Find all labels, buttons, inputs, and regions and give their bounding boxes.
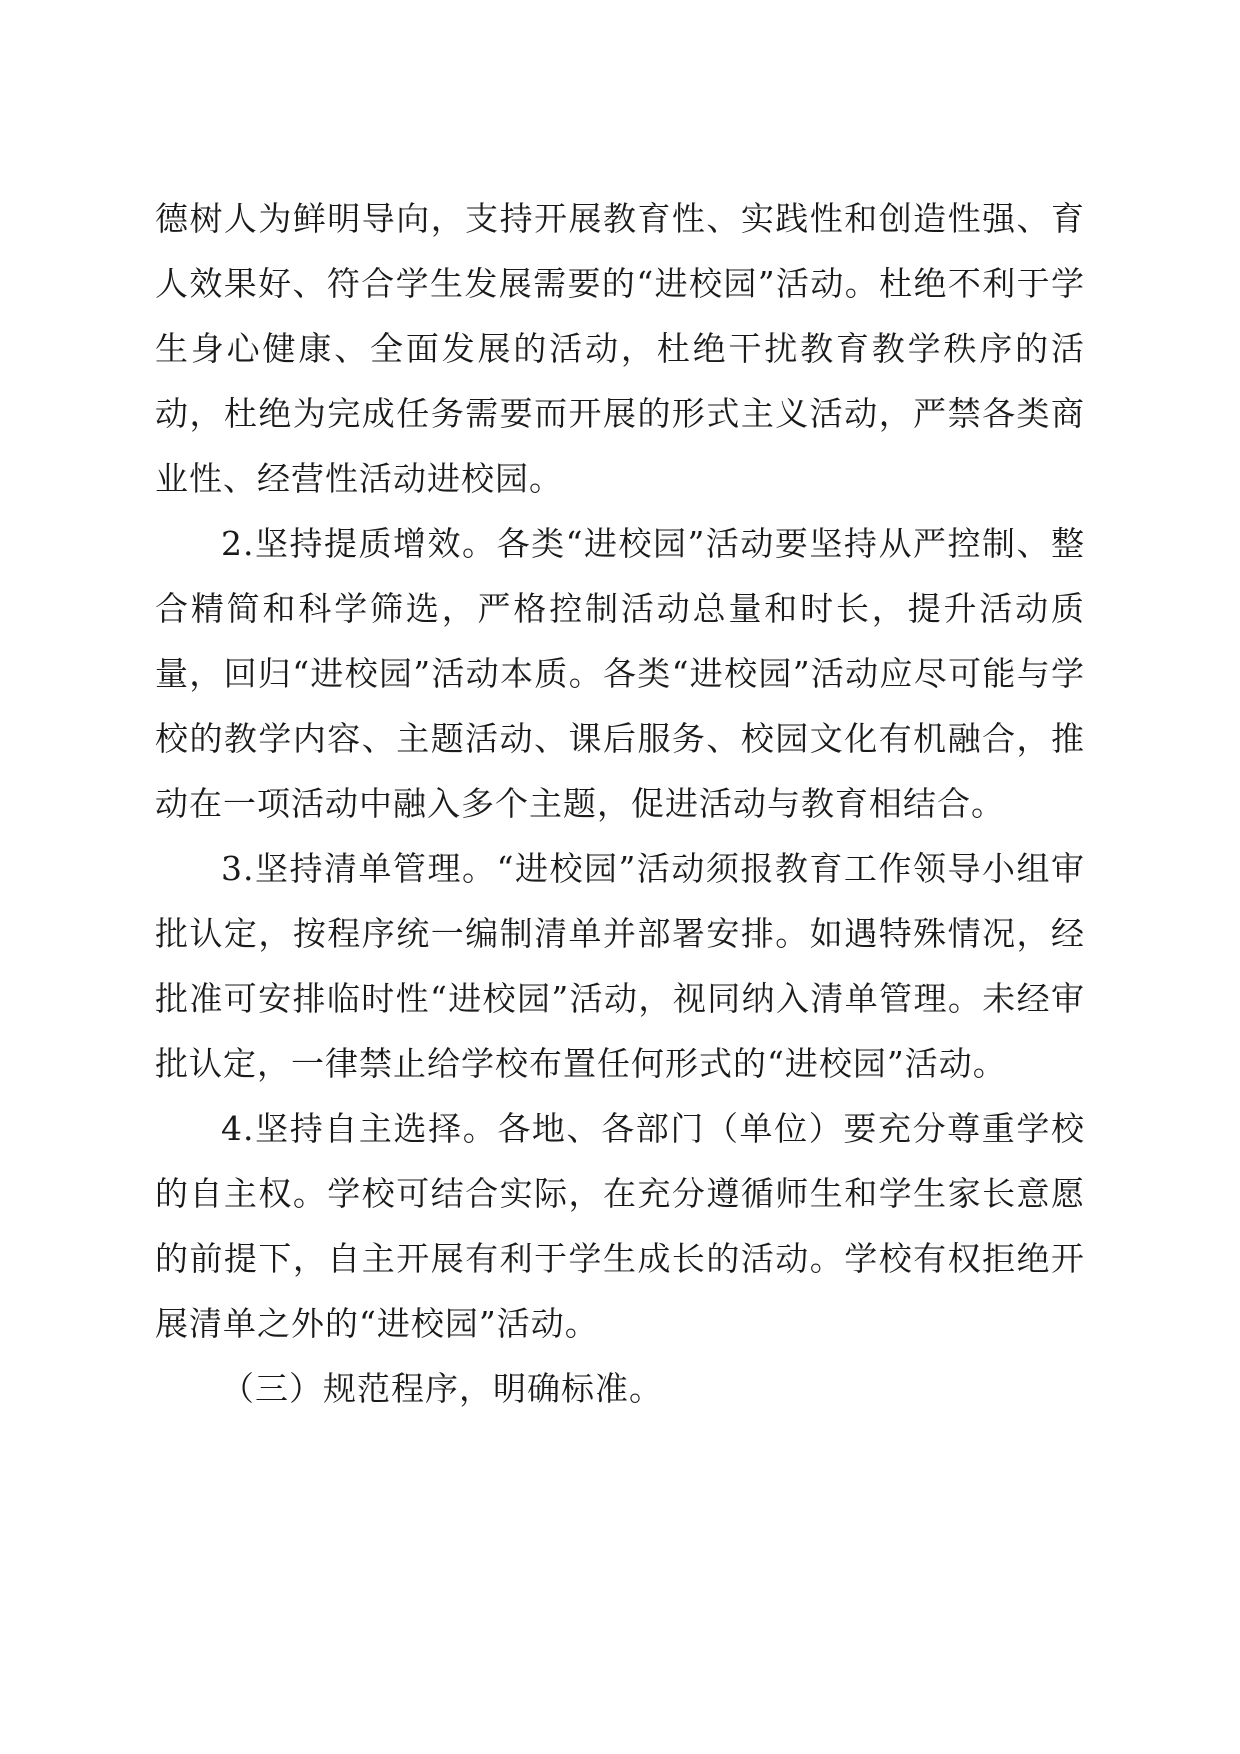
- paragraph-item-3: 3.坚持清单管理。“进校园”活动须报教育工作领导小组审批认定，按程序统一编制清单并部署安排。如遇特殊情况，经批准可安排临时性“进校园”活动，视同纳入清单管理。未经审批认定，一律禁止给学校布置任何形式的“进校园”活动。: [155, 849, 1085, 1083]
- document-body: [155, 186, 1085, 1421]
- paragraph-item-2: 2.坚持提质增效。各类“进校园”活动要坚持从严控制、整合精简和科学筛选，严格控制活动总量和时长，提升活动质量，回归“进校园”活动本质。各类“进校园”活动应尽可能与学校的教学内容、主题活动、课后服务、校园文化有机融合，推动在一项活动中融入多个主题，促进活动与教育相结合。: [155, 524, 1085, 823]
- paragraph-item-4: 4.坚持自主选择。各地、各部门（单位）要充分尊重学校的自主权。学校可结合实际，在充分遵循师生和学生家长意愿的前提下，自主开展有利于学生成长的活动。学校有权拒绝开展清单之外的“进校园”活动。: [155, 1109, 1085, 1343]
- section-heading-3: （三）规范程序，明确标准。: [221, 1369, 663, 1408]
- paragraph-continued: 德树人为鲜明导向，支持开展教育性、实践性和创造性强、育人效果好、符合学生发展需要的“进校园”活动。杜绝不利于学生身心健康、全面发展的活动，杜绝干扰教育教学秩序的活动，杜绝为完成任务需要而开展的形式主义活动，严禁各类商业性、经营性活动进校园。: [155, 199, 1085, 498]
